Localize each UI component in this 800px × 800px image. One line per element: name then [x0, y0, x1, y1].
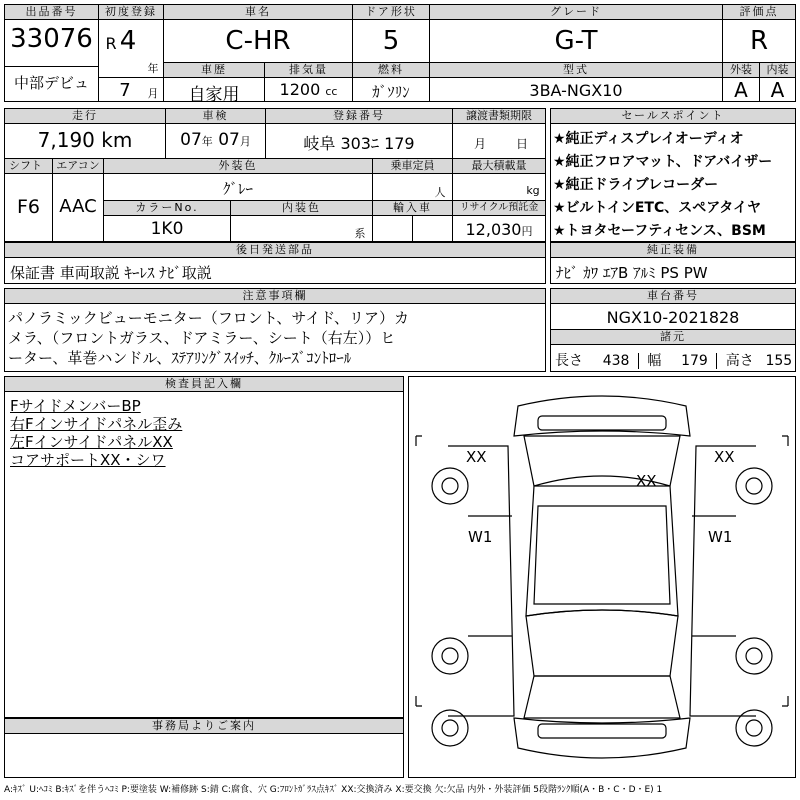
history-label: 車歴: [164, 63, 264, 78]
height: 155: [765, 353, 793, 369]
int-color-label: 内装色: [231, 201, 372, 216]
mark-left-door: W1: [468, 528, 493, 546]
sales-point-2: ★純正フロアマット、ドアバイザー: [553, 154, 773, 170]
month-unit: 月: [147, 87, 159, 100]
exterior-score: A: [734, 78, 748, 102]
recycle-label: リサイクル預託金: [453, 201, 545, 216]
transfer-day: 日: [515, 137, 528, 151]
reg-no-label: 登録番号: [266, 109, 452, 124]
eval-label: 評価点: [723, 5, 795, 20]
insp-year: 07: [180, 130, 202, 150]
inspection-date: [166, 130, 265, 150]
inspection-label: 車検: [166, 109, 265, 124]
eval-score: R: [749, 26, 769, 56]
width-label: 幅: [647, 353, 662, 369]
model-label: 型式: [430, 63, 722, 78]
reg-month: 7: [119, 80, 131, 101]
ac-label: エアコン: [53, 159, 103, 174]
mileage: [5, 128, 165, 152]
sales-points-label: セールスポイント: [551, 109, 795, 124]
height-label: 高さ: [725, 353, 754, 369]
recycle-unit: 円: [521, 225, 533, 238]
transfer-month: 月: [473, 137, 486, 151]
grade: G-T: [554, 26, 598, 56]
displacement-unit: cc: [325, 85, 338, 98]
sales-point-4: ★ビルトインETC、スペアタイヤ: [553, 200, 761, 216]
equipment: ﾅﾋﾞ ｶﾜ ｴｱB ｱﾙﾐ PS PW: [556, 264, 708, 282]
capacity-label: 乗車定員: [373, 159, 452, 174]
chassis-number: NGX10-2021828: [606, 308, 740, 327]
insp-year-unit: 年: [201, 135, 213, 148]
fuel: ｶﾞｿﾘﾝ: [372, 83, 410, 101]
insp-month-unit: 月: [239, 135, 251, 148]
ext-color: ｸﾞﾚｰ: [222, 180, 253, 198]
color-no-label: カラーNo.: [104, 201, 230, 216]
inspector-line-3: 左FインサイドパネルXX: [10, 433, 173, 451]
exterior-score-label: 外装: [723, 63, 759, 78]
recycle-value: 12,030: [465, 220, 522, 239]
mileage-label: 走行: [5, 109, 165, 124]
equipment-label: 純正装備: [551, 243, 795, 258]
office-label: 事務局よりご案内: [5, 719, 403, 734]
history: 自家用: [188, 85, 240, 105]
notes-line-3: ーター、革巻ハンドル、ｽﾃｱﾘﾝｸﾞｽｲｯﾁ、ｸﾙｰｽﾞｺﾝﾄﾛｰﾙ: [8, 349, 352, 367]
venue: 中部デビュ: [13, 74, 89, 92]
inspector-label: 検査員記入欄: [5, 377, 403, 392]
inspector-line-4: コアサポートXX・シワ: [10, 451, 166, 469]
mileage-unit: km: [101, 128, 133, 152]
ac: AAC: [59, 196, 97, 217]
year-unit: 年: [147, 62, 159, 75]
mark-hood: XX: [636, 472, 657, 490]
insp-month: 07: [218, 130, 240, 150]
later-parts: 保証書 車両取説 ｷｰﾚｽ ﾅﾋﾞ取説: [10, 264, 212, 282]
reg-number: 岐阜 303ﾆ 179: [303, 134, 415, 153]
interior-score: A: [770, 78, 785, 102]
door-label: ドア形状: [353, 5, 429, 20]
shift-label: シフト: [5, 159, 52, 174]
int-color-unit: 系: [354, 227, 366, 240]
sales-point-5: ★トヨタセーフティセンス、BSM: [553, 223, 766, 239]
model-code: 3BA-NGX10: [529, 81, 623, 100]
dims-label: 諸元: [551, 330, 795, 345]
load-label: 最大積載量: [453, 159, 545, 174]
displacement-label: 排気量: [265, 63, 352, 78]
mileage-value: 7,190: [37, 128, 95, 152]
grade-label: グレード: [430, 5, 722, 20]
door-type: 5: [382, 26, 400, 56]
sales-point-3: ★純正ドライブレコーダー: [553, 177, 719, 193]
recycle-fee: [453, 220, 545, 239]
width: 179: [681, 353, 708, 369]
notes-label: 注意事項欄: [5, 289, 545, 304]
lot-number: 33076: [10, 24, 93, 54]
notes-line-2: メラ、（フロントガラス、ドアミラー、シート（右左））ヒ: [8, 329, 396, 347]
displacement-value: 1200: [279, 80, 321, 99]
car-name-label: 車名: [164, 5, 352, 20]
first-reg-label: 初度登録: [99, 5, 163, 20]
fuel-label: 燃料: [353, 63, 429, 78]
capacity-unit: 人: [434, 186, 446, 199]
legend-footer: A:ｷｽﾞ U:ﾍｺﾐ B:ｷｽﾞを伴うﾍｺﾐ P:要塗装 W:補修跡 S:錆 C:腐食、穴 G:ﾌﾛﾝﾄｶﾞﾗｽ点ｷｽﾞ XX:交換済み X:要交換 欠:欠品 内外・外装評価 5段階ﾗﾝｸ順(A・B・C・D・E) 1: [4, 785, 663, 795]
import-label: 輸入車: [373, 201, 452, 216]
ext-color-label: 外装色: [104, 159, 372, 174]
inspector-line-1: FサイドメンバーBP: [10, 397, 141, 415]
chassis-label: 車台番号: [551, 289, 795, 304]
lot-no-label: 出品番号: [5, 5, 98, 20]
shift: F6: [16, 196, 41, 218]
mark-front-right: XX: [714, 448, 735, 466]
displacement: [265, 80, 352, 99]
length: 438: [602, 353, 630, 369]
color-no: 1K0: [150, 219, 184, 239]
interior-score-label: 内装: [760, 63, 795, 78]
later-parts-label: 後日発送部品: [5, 243, 545, 258]
inspector-line-2: 右Fインサイドパネル歪み: [10, 415, 183, 433]
car-diagram: [408, 376, 796, 778]
transfer-label: 譲渡書類期限: [453, 109, 545, 124]
sales-point-1: ★純正ディスプレイオーディオ: [553, 131, 744, 147]
mark-front-left: XX: [466, 448, 487, 466]
mark-right-door: W1: [708, 528, 733, 546]
dims: [551, 350, 795, 370]
length-label: 長さ: [555, 353, 583, 369]
reg-year: 4: [119, 26, 137, 56]
notes-line-1: パノラミックビューモニター（フロント、サイド、リア）カ: [8, 309, 409, 327]
load-unit: kg: [526, 184, 540, 197]
car-name: C-HR: [225, 26, 291, 56]
era: R: [105, 34, 117, 53]
